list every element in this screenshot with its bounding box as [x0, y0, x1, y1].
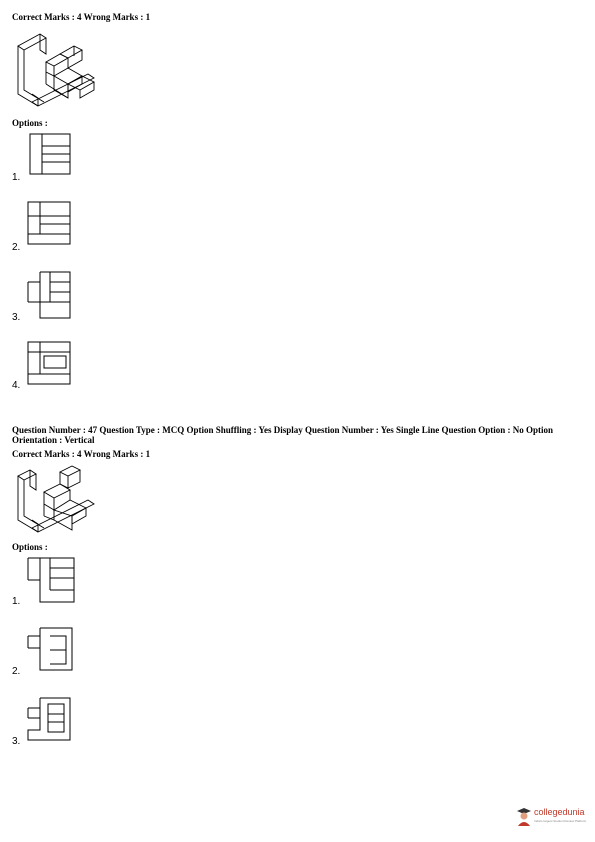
q1-option-3-number[interactable]: 3.	[12, 312, 21, 323]
q2-option-1-figure[interactable]	[26, 556, 76, 604]
q1-marks: Correct Marks : 4 Wrong Marks : 1	[12, 12, 151, 22]
q2-header: Question Number : 47 Question Type : MCQ Option Shuffling : Yes Display Question Number : Yes Single Line Question Option : No Option Orientation : Vertical	[12, 425, 553, 445]
q2-option-2-number[interactable]: 2.	[12, 666, 21, 677]
graduate-icon	[516, 806, 532, 826]
q2-option-3-number[interactable]: 3.	[12, 736, 21, 747]
q2-options-label: Options :	[12, 542, 48, 552]
q2-option-3-figure[interactable]	[26, 696, 74, 742]
q2-isometric-figure	[16, 464, 98, 538]
q1-option-2-figure[interactable]	[26, 200, 72, 246]
logo-name: collegedunia	[534, 807, 585, 817]
q1-option-4-figure[interactable]	[26, 340, 72, 386]
q1-isometric-figure	[16, 28, 98, 110]
q1-option-1-number[interactable]: 1.	[12, 172, 21, 183]
collegedunia-logo[interactable]	[516, 806, 590, 828]
q1-option-3-figure[interactable]	[26, 270, 72, 320]
q2-option-2-figure[interactable]	[26, 626, 74, 672]
q2-marks: Correct Marks : 4 Wrong Marks : 1	[12, 449, 151, 459]
q1-option-2-number[interactable]: 2.	[12, 242, 21, 253]
q1-option-1-figure[interactable]	[28, 132, 72, 176]
q2-option-1-number[interactable]: 1.	[12, 596, 21, 607]
logo-tagline: India's largest Student Review Platform	[534, 819, 587, 823]
q1-option-4-number[interactable]: 4.	[12, 380, 21, 391]
q1-options-label: Options :	[12, 118, 48, 128]
